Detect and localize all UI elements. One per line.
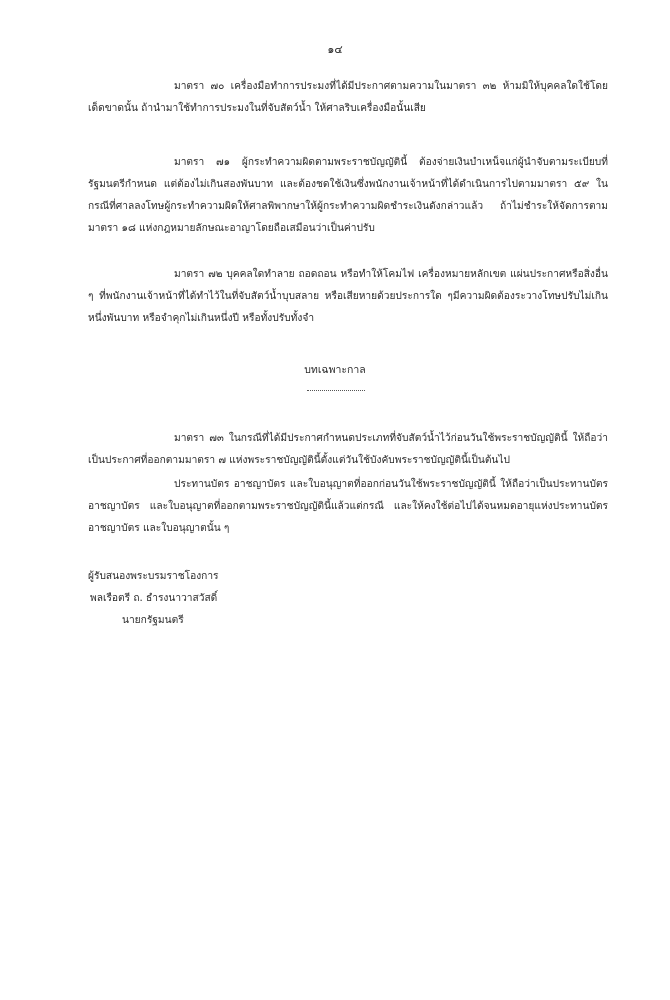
transitional-provisions-heading: บทเฉพาะกาล [304,364,366,376]
section-72-paragraph: มาตรา ๗๒ บุคคลใดทำลาย ถอดถอน หรือทำให้โคมไฟ เครื่องหมายหลักเขต แผ่นประกาศหรือสิ่งอื่น ๆ ที่พนักงานเจ้าหน้าที่ได้ทำไว้ในที่จับสัตว์น้ำบุบสลาย หรือเสียหายด้วยประการใด ๆมีความผิดต้องระวางโทษปรับไม่เกินหนึ่งพันบาท หรือจำคุกไม่เกินหนึ่งปี หรือทั้งปรับทั้งจำ [88,269,608,324]
section-70-paragraph: มาตรา ๗๐ เครื่องมือทำการประมงที่ได้มีประกาศตามความในมาตรา ๓๒ ห้ามมิให้บุคคลใดใช้โดยเด็ดขาดนั้น ถ้านำมาใช้ทำการประมงในที่จับสัตว์น้ำ ให้ศาลริบเครื่องมือนั้นเสีย [88,81,608,114]
heading-divider [307,390,365,391]
section-71-paragraph: มาตรา ๗๑ ผู้กระทำความผิดตามพระราชบัญญัตินี้ ต้องจ่ายเงินบำเหน็จแก่ผู้นำจับตามระเบียบที่รัฐมนตรีกำหนด แต่ต้องไม่เกินสองพันบาท และต้องชดใช้เงินซึ่งพนักงานเจ้าหน้าที่ได้ดำเนินการไปตามมาตรา ๕๙ ในกรณีที่ศาลลงโทษผู้กระทำความผิดให้ศาลพิพากษาให้ผู้กระทำความผิดชำระเงินดังกล่าวแล้ว ถ้าไม่ชำระให้จัดการตามมาตรา ๑๘ แห่งกฎหมายลักษณะอาญาโดยถือเสมือนว่าเป็นค่าปรับ [88,157,608,234]
countersign-label: ผู้รับสนองพระบรมราชโองการ [88,571,219,582]
page-number: ๑๔ [327,43,343,56]
signatory-position: นายกรัฐมนตรี [122,615,184,626]
section-73-second-paragraph: ประทานบัตร อาชญาบัตร และใบอนุญาตที่ออกก่อนวันใช้พระราชบัญญัตินี้ ให้ถือว่าเป็นประทานบัตรอาชญาบัตร และใบอนุญาตที่ออกตามพระราชบัญญัตินี้แล้วแต่กรณี และให้คงใช้ต่อไปได้จนหมดอายุแห่งประทานบัตรอาชญาบัตร และใบอนุญาตนั้น ๆ [88,479,608,534]
signatory-name: พลเรือตรี ถ. ธำรงนาวาสวัสดิ์ [90,593,218,604]
section-73-paragraph: มาตรา ๗๓ ในกรณีที่ได้มีประกาศกำหนดประเภทที่จับสัตว์น้ำไว้ก่อนวันใช้พระราชบัญญัตินี้ ให้ถือว่าเป็นประกาศที่ออกตามมาตรา ๗ แห่งพระราชบัญญัตินี้ตั้งแต่วันใช้บังคับพระราชบัญญัตินี้เป็นต้นไป [88,433,608,466]
signature-block [88,566,219,632]
